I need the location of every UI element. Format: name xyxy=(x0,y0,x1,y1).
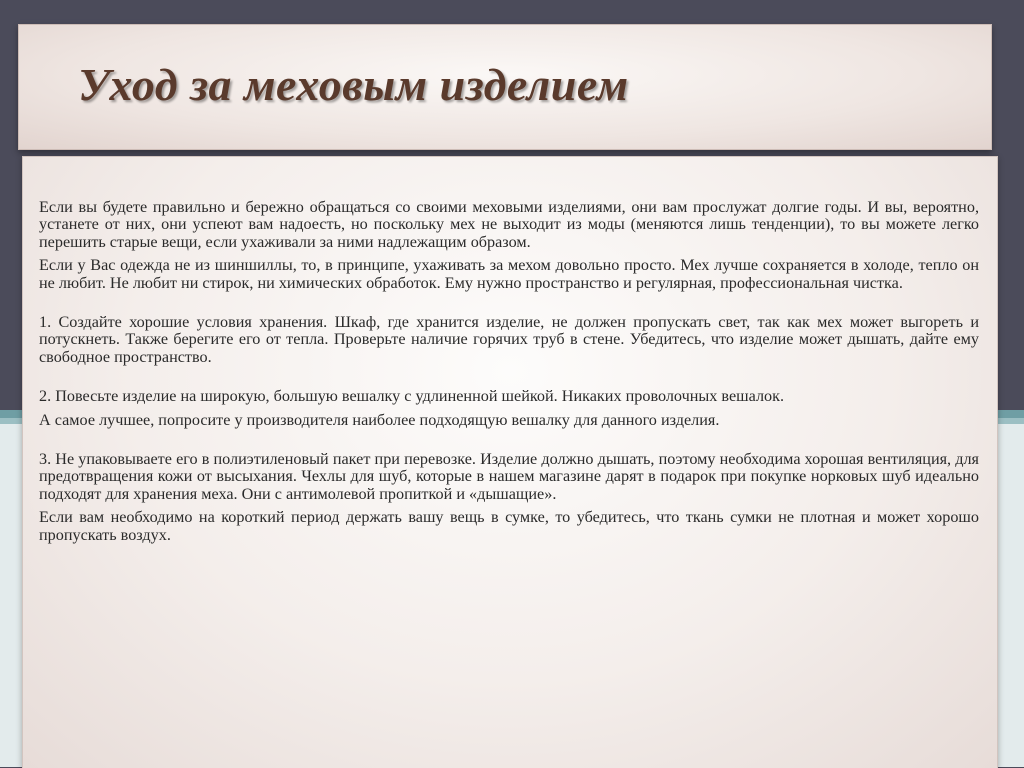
content-panel xyxy=(22,156,998,768)
paragraph-intro: Если вы будете правильно и бережно обращаться со своими меховыми изделиями, они вам прослужат долгие годы. И вы, вероятно, устанете от них, они успеют вам надоесть, но поскольку мех не выходит из моды (меняются лишь тенденции), то вы можете легко перешить старые вещи, если ухаживали за ними надлежащим образом. xyxy=(39,198,979,251)
paragraph-hanger: 2. Повесьте изделие на широкую, большую вешалку с удлиненной шейкой. Никаких проволочных вешалок. xyxy=(39,387,785,406)
slide-title: Уход за меховым изделием xyxy=(78,59,629,110)
paragraph-hanger-advice: А самое лучшее, попросите у производителя наиболее подходящую вешалку для данного изделия. xyxy=(39,410,720,429)
paragraph-packaging: 3. Не упаковываете его в полиэтиленовый пакет при перевозке. Изделие должно дышать, поэтому необходима хорошая вентиляция, для предотвращения кожи от высыхания. Чехлы для шуб, которые в нашем магазине дарят в подарок при покупке норковых шуб идеально подходят для хранения меха. Они с антимолевой пропиткой и «дышащие». xyxy=(39,450,979,503)
body-text xyxy=(39,199,979,550)
paragraph-general-care: Если у Вас одежда не из шиншиллы, то, в принципе, ухаживать за мехом довольно просто. Мех лучше сохраняется в холоде, тепло он не любит. Не любит ни стирок, ни химических обработок. Ему нужно пространство и регулярная, профессиональная чистка. xyxy=(39,256,979,292)
paragraph-bag: Если вам необходимо на короткий период держать вашу вещь в сумке, то убедитесь, что ткань сумки не плотная и может хорошо пропускать воздух. xyxy=(39,508,979,544)
paragraph-storage: 1. Создайте хорошие условия хранения. Шкаф, где хранится изделие, не должен пропускать свет, так как мех может выгореть и потускнеть. Также берегите его от тепла. Проверьте наличие горячих труб в стене. Убедитесь, что изделие может дышать, дайте ему свободное пространство. xyxy=(39,313,979,366)
